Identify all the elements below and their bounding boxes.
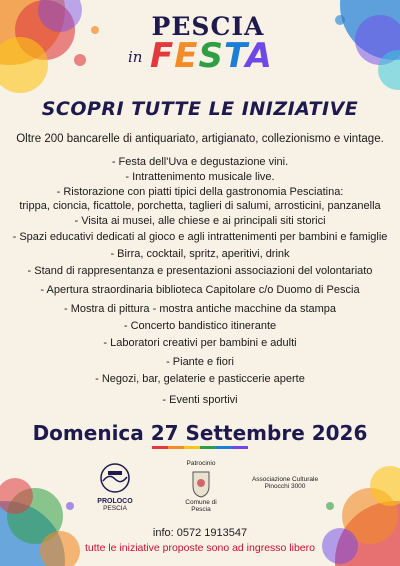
initiative-item: - Piante e fiori (166, 356, 234, 368)
initiative-item: - Intrattenimento musicale live. (125, 171, 275, 183)
title-letter: F (150, 36, 175, 76)
initiative-item: - Negozi, bar, gelaterie e pasticcerie aperte (95, 373, 305, 385)
event-date: Domenica 27 Settembre 2026 (32, 421, 368, 445)
initiative-item: - Spazi educativi dedicati al gioco e agli intrattenimenti per bambini e famiglie (12, 231, 388, 243)
initiative-item: - Apertura straordinaria biblioteca Capitolare c/o Duomo di Pescia (40, 284, 360, 296)
title-in: in (128, 48, 143, 66)
initiative-item: - Birra, cocktail, spritz, aperitivi, drink (110, 248, 290, 260)
comune-logo (176, 460, 226, 513)
initiative-item: - Festa dell'Uva e degustazione vini. (111, 156, 289, 168)
proloco-logo (95, 463, 135, 512)
proloco-emblem-icon (95, 463, 135, 493)
patrocinio-label: Patrocinio (186, 460, 216, 467)
initiative-item: - Mostra di pittura - mostra antiche macchine da stampa (63, 303, 337, 315)
association-line1: Associazione Culturale (251, 476, 319, 483)
free-entry-note: tutte le iniziative proposte sono ad ingresso libero (85, 542, 315, 554)
initiative-item: - Stand di rappresentanza e presentazioni associazioni del volontariato (27, 265, 373, 277)
title-pescia: PESCIA (151, 12, 265, 41)
initiative-item: - Visita ai musei, alle chiese e ai principali siti storici (74, 215, 326, 227)
association-line2: Pinocchi 3000 (264, 483, 306, 490)
initiative-item: - Laboratori creativi per bambini e adulti (103, 337, 297, 349)
colored-divider (152, 446, 248, 449)
title-letter: T (223, 36, 246, 76)
initiative-item: trippa, cioncia, ficattole, porchetta, taglieri di salumi, arrosticini, panzanella (19, 200, 381, 212)
coat-of-arms-icon (176, 469, 226, 499)
initiative-item: - Ristorazione con piatti tipici della gastronomia Pesciatina: (56, 186, 344, 198)
intro-text: Oltre 200 bancarelle di antiquariato, artigianato, collezionismo e vintage. (16, 133, 384, 145)
proloco-name: PROLOCO (97, 498, 133, 505)
initiative-item: - Concerto bandistico itinerante (123, 320, 277, 332)
association-block (250, 476, 320, 490)
title-letter: A (245, 36, 273, 76)
title-letter: E (174, 36, 199, 76)
initiative-item: - Eventi sportivi (162, 394, 238, 406)
festival-logo (0, 6, 400, 88)
title-letter: S (198, 36, 224, 76)
title-festa (150, 36, 273, 76)
subtitle: SCOPRI TUTTE LE INIZIATIVE (41, 98, 359, 120)
proloco-city: PESCIA (103, 505, 127, 512)
info-phone: info: 0572 1913547 (152, 527, 248, 539)
comune-name: Comune di Pescia (185, 499, 217, 513)
